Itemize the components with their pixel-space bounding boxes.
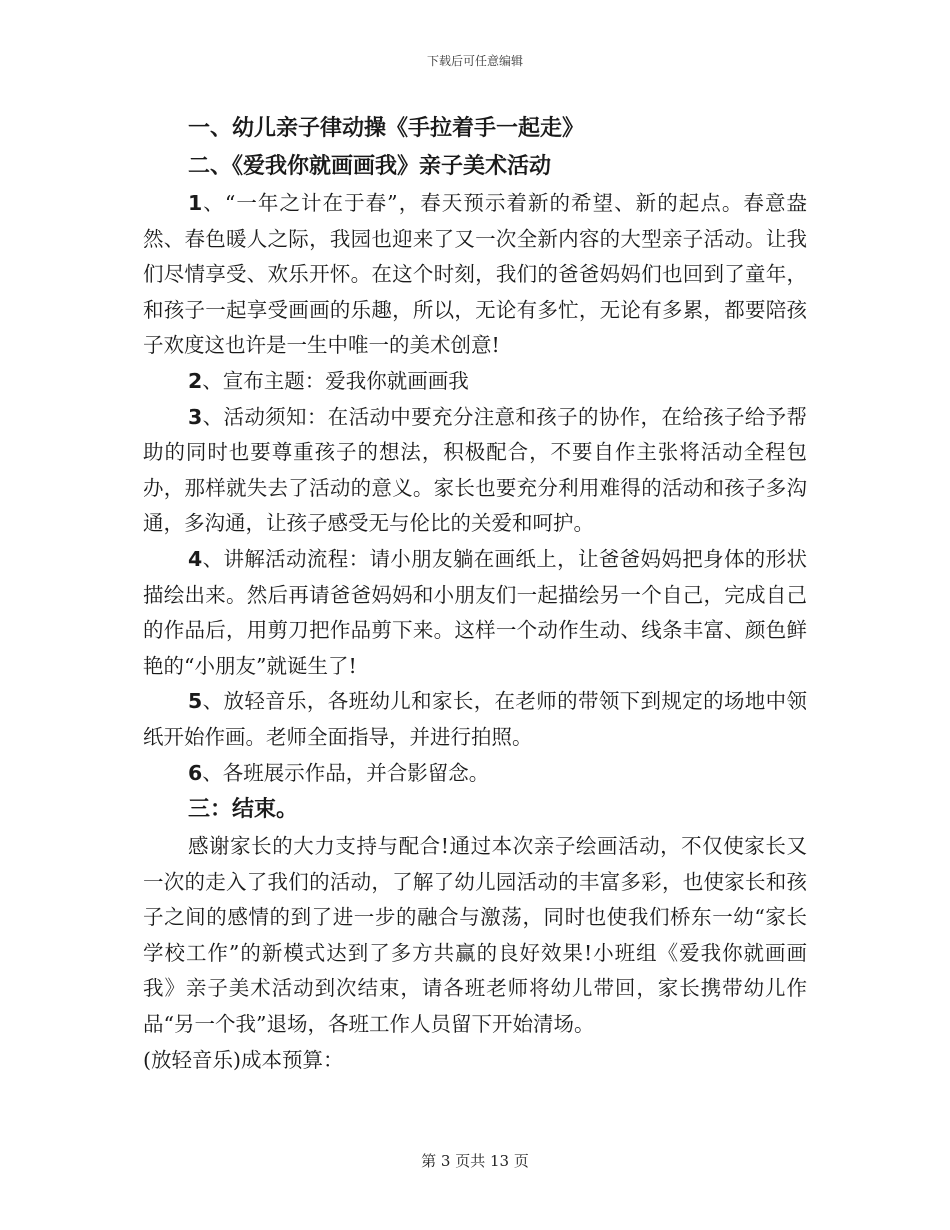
item-number: 4 [188, 546, 203, 571]
section-heading-3: 三：结束。 [188, 797, 299, 823]
section-heading-2: 二、《爱我你就画画我》亲子美术活动 [188, 154, 552, 179]
page-number: 第 3 页共 13 页 [421, 1152, 529, 1170]
list-item [143, 756, 807, 792]
page-header-note: 下载后可任意编辑 [426, 54, 523, 68]
list-item [143, 400, 807, 542]
closing-paragraph: 感谢家长的大力支持与配合!通过本次亲子绘画活动，不仅使家长又一次的走入了我们的活动，了解了幼儿园活动的丰富多彩，也使家长和孩子之间的感情的到了进一步的融合与激荡，同时也使我们桥东一幼“家长学校工作”的新模式达到了多方共赢的良好效果!小班组《爱我你就画画我》亲子美术活动到次结束，请各班老师将幼儿带回，家长携带幼儿作品“另一个我”退场，各班工作人员留下开始清场。 [143, 834, 807, 1037]
item-text: 、宣布主题：爱我你就画画我 [202, 368, 469, 393]
item-number: 6 [188, 760, 203, 785]
item-text: 、放轻音乐，各班幼儿和家长，在老师的带领下到规定的场地中领纸开始作画。老师全面指导，并进行拍照。 [143, 689, 807, 749]
item-number: 5 [188, 689, 203, 714]
list-item [143, 542, 807, 684]
document-body [143, 110, 807, 1078]
item-number: 2 [188, 368, 203, 393]
cost-budget-line: (放轻音乐)成本预算： [143, 1047, 344, 1072]
item-text: 、各班展示作品，并合影留念。 [202, 760, 490, 785]
list-item [143, 684, 807, 755]
item-number: 3 [188, 404, 203, 429]
list-item [143, 186, 807, 364]
item-text: 、活动须知：在活动中要充分注意和孩子的协作，在给孩子给予帮助的同时也要尊重孩子的想法，积极配合，不要自作主张将活动全程包办，那样就失去了活动的意义。家长也要充分利用难得的活动和孩子多沟通，多沟通，让孩子感受无与伦比的关爱和呵护。 [143, 404, 807, 536]
item-text: 、“一年之计在于春”，春天预示着新的希望、新的起点。春意盎然、春色暖人之际，我园也迎来了又一次全新内容的大型亲子活动。让我们尽情享受、欢乐开怀。在这个时刻，我们的爸爸妈妈们也回到了童年，和孩子一起享受画画的乐趣，所以，无论有多忙，无论有多累，都要陪孩子欢度这也许是一生中唯一的美术创意! [143, 191, 807, 358]
section-heading-1: 一、幼儿亲子律动操《手拉着手一起走》 [188, 116, 585, 141]
list-item [143, 364, 807, 400]
item-number: 1 [188, 191, 203, 215]
item-text: 、讲解活动流程：请小朋友躺在画纸上，让爸爸妈妈把身体的形状描绘出来。然后再请爸爸妈妈和小朋友们一起描绘另一个自己，完成自己的作品后，用剪刀把作品剪下来。这样一个动作生动、线条丰富、颜色鲜艳的“小朋友”就诞生了! [143, 546, 807, 678]
